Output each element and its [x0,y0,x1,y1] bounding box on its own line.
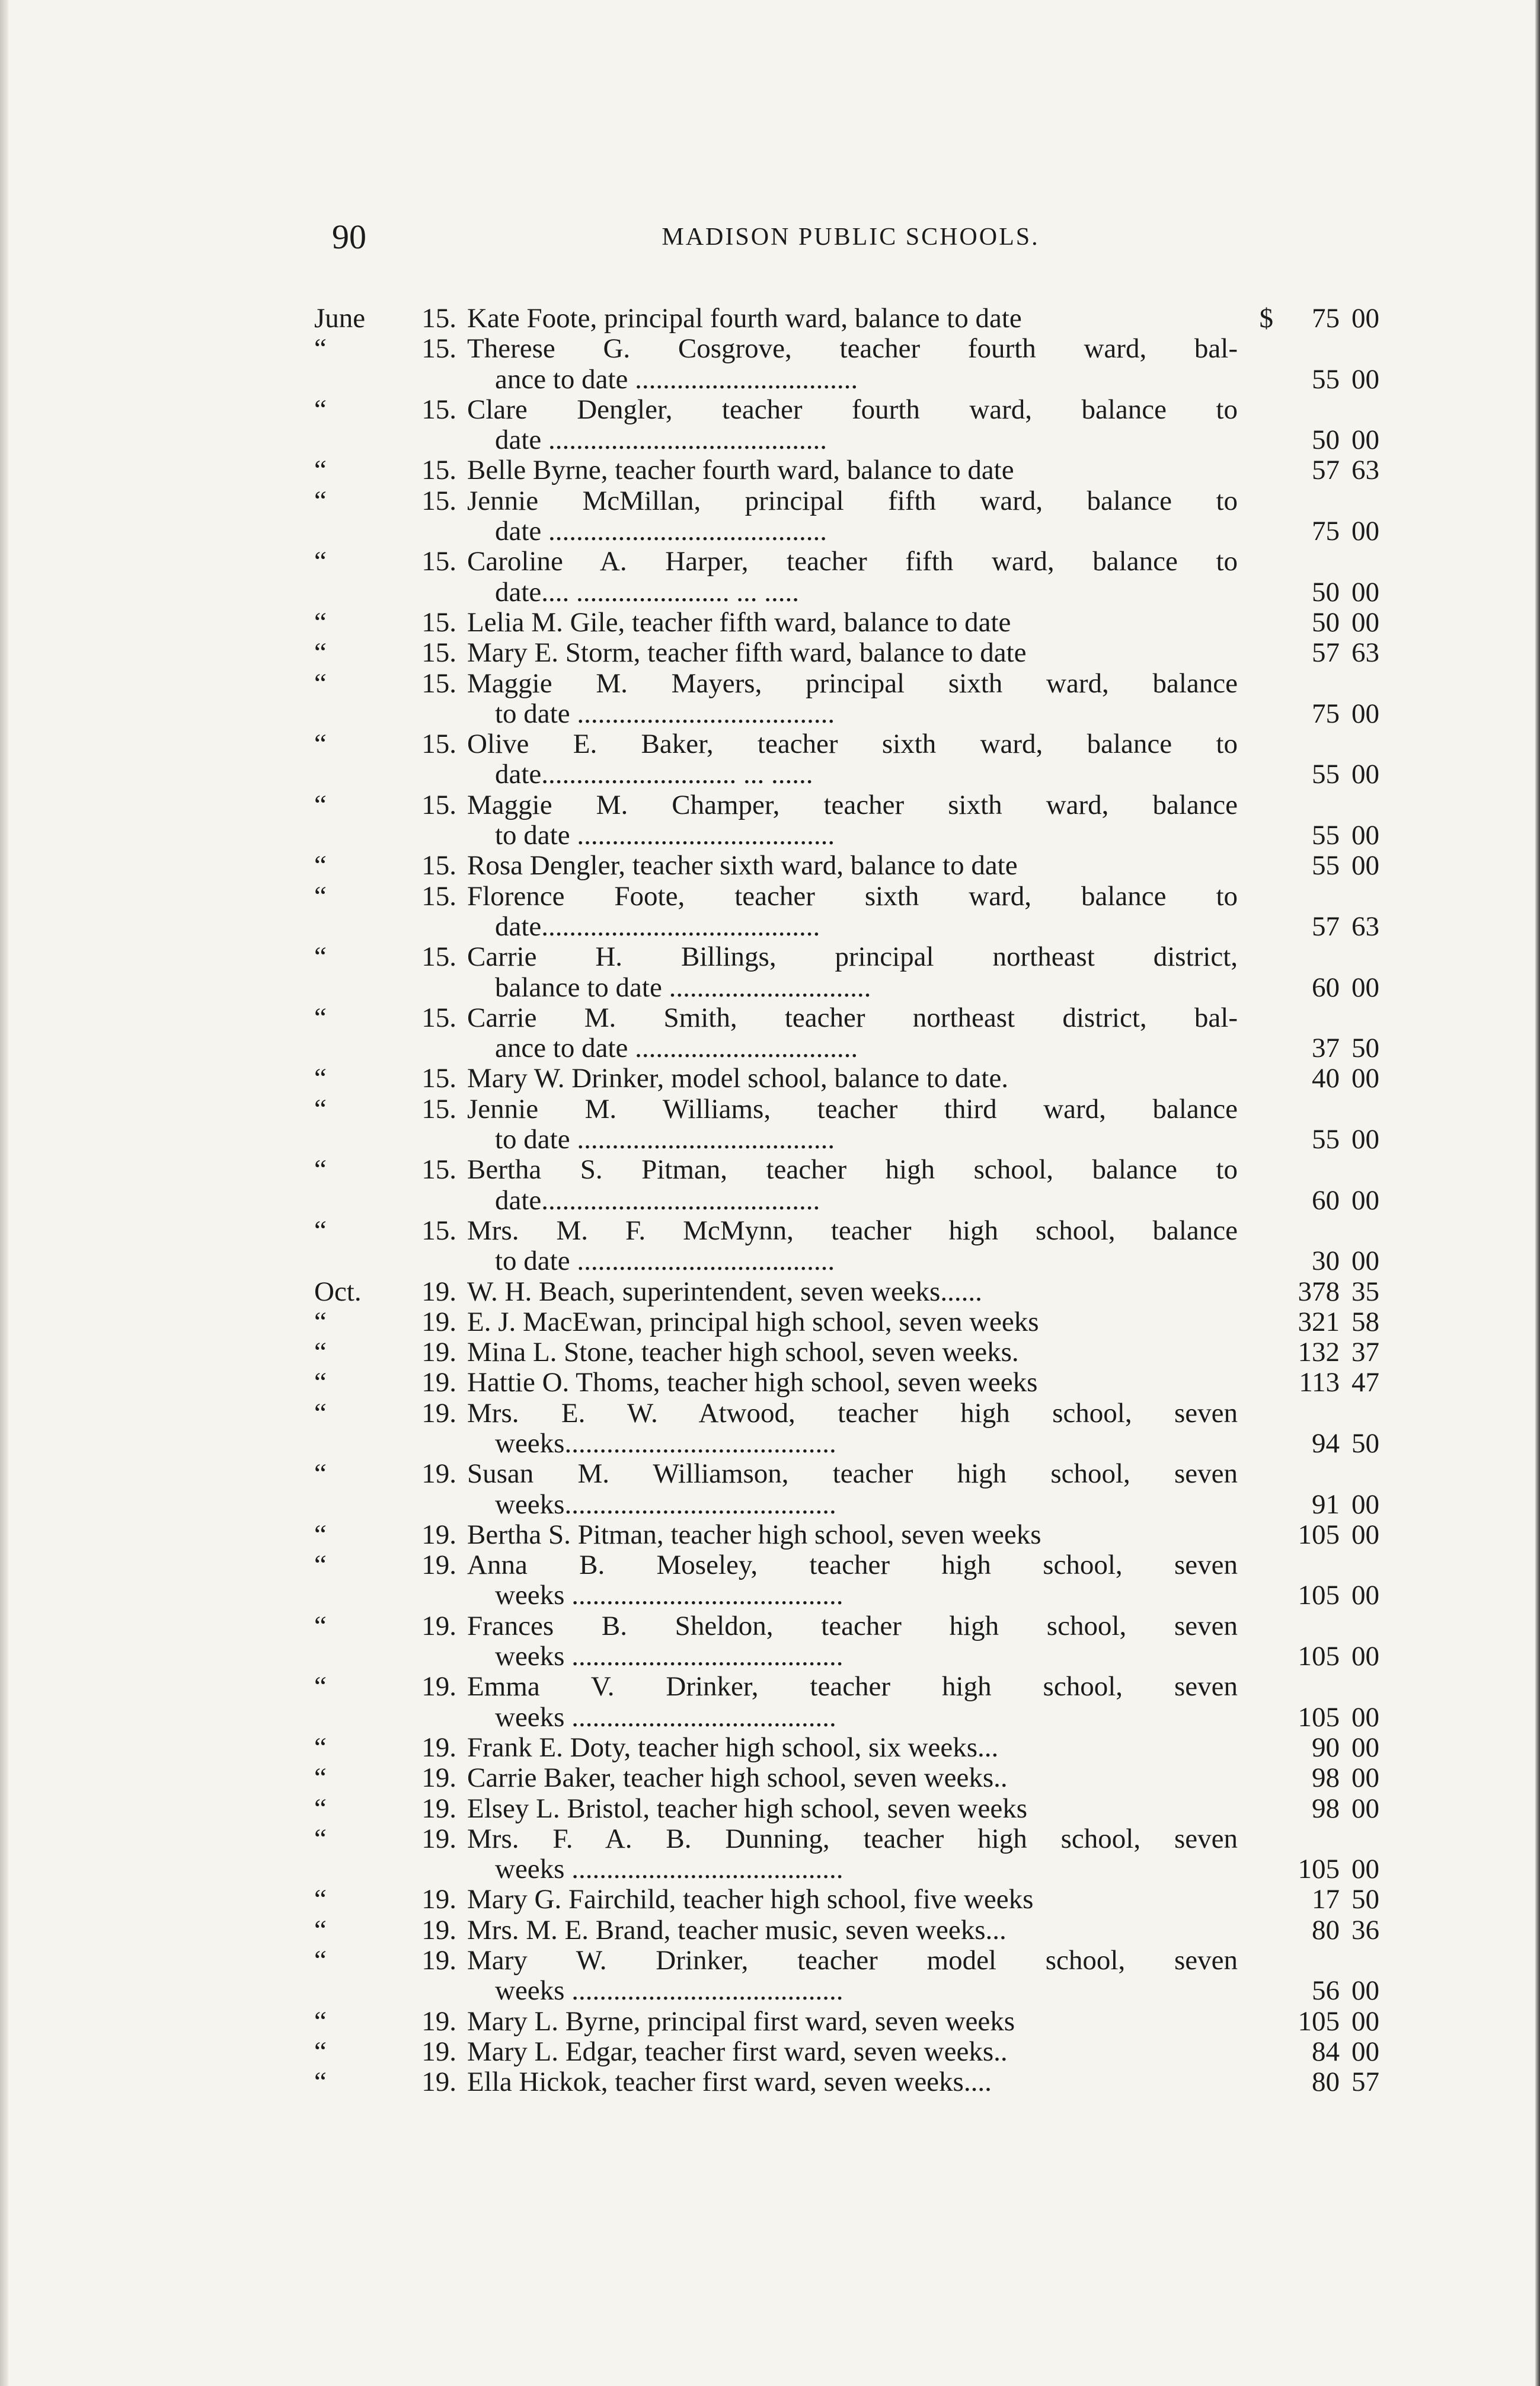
entry-dollars: 90 [1312,1732,1340,1763]
entry-day: 19. [421,1367,456,1398]
entry-day: 15. [421,303,456,334]
entry-month: “ [314,1519,327,1550]
entry-description: ance to date ................................ [495,363,858,395]
entry-dollars: 37 [1312,1033,1340,1064]
entry-cents: 00 [1352,1184,1379,1216]
entry-dollars: 105 [1298,2005,1340,2037]
entry-dollars: 105 [1298,1854,1340,1885]
entry-description: Mrs. M. F. McMynn, teacher high school, balance [467,1215,1238,1246]
entry-cents: 00 [1352,1701,1379,1733]
entry-month: “ [314,1945,327,1976]
entry-description: Olive E. Baker, teacher sixth ward, balance to [467,729,1238,760]
entry-month: “ [314,1793,327,1824]
entry-description: Carrie H. Billings, principal northeast district, [467,941,1238,973]
entry-dollars: 56 [1312,1975,1340,2007]
entry-day: 19. [421,1610,456,1641]
ledger-entry [314,606,1379,638]
entry-day: 15. [421,546,456,577]
ledger-entry [314,1398,1375,1429]
entry-day: 19. [421,2036,456,2067]
entry-month: “ [314,1458,327,1490]
ledger-entry-continuation [314,820,1379,851]
entry-description: Caroline A. Harper, teacher fifth ward, balance to [467,546,1238,577]
ledger-entry [314,669,1375,699]
entry-description: weeks....................................... [495,1489,836,1520]
ledger-entry-continuation [314,1701,1379,1733]
entry-day: 15. [421,1063,456,1094]
entry-cents: 00 [1352,1580,1379,1611]
entry-month: “ [314,2036,327,2067]
ledger-entry-continuation [314,1489,1379,1520]
entry-day: 19. [421,2066,456,2098]
entry-dollars: 84 [1312,2036,1340,2067]
entry-cents: 00 [1352,576,1379,608]
entry-cents: 63 [1352,455,1379,486]
entry-day: 19. [421,1884,456,1915]
entry-dollars: 75 [1312,303,1340,334]
ledger-entry-continuation [314,1580,1379,1611]
ledger [314,303,1379,2098]
entry-day: 15. [421,606,456,638]
entry-day: 15. [421,637,456,669]
entry-dollars: 55 [1312,1124,1340,1155]
ledger-entry-continuation [314,911,1379,942]
entry-dollars: 60 [1312,1184,1340,1216]
entry-month: “ [314,1610,327,1641]
entry-cents: 35 [1352,1276,1379,1307]
ledger-entry [314,1337,1379,1368]
ledger-entry [314,1216,1375,1246]
entry-month: “ [314,789,327,820]
entry-month: “ [314,1154,327,1186]
entry-dollars: 57 [1312,911,1340,942]
entry-dollars: 321 [1298,1306,1340,1337]
entry-cents: 00 [1352,759,1379,790]
ledger-entry [314,729,1375,759]
entry-day: 15. [421,333,456,365]
entry-day: 19. [421,1337,456,1368]
entry-cents: 00 [1352,1732,1379,1763]
entry-description: Ella Hickok, teacher first ward, seven weeks.... [467,2066,992,2098]
entry-month: “ [314,1306,327,1337]
entry-description: Jennie McMillan, principal fifth ward, balance to [467,485,1238,516]
entry-month: “ [314,1397,327,1429]
entry-cents: 50 [1352,1427,1379,1459]
entry-month: “ [314,1093,327,1125]
entry-dollars: 55 [1312,363,1340,395]
entry-description: Elsey L. Bristol, teacher high school, seven weeks [467,1793,1027,1824]
ledger-entry [314,1276,1379,1307]
entry-day: 19. [421,1550,456,1581]
entry-description: ance to date ................................ [495,1033,858,1064]
entry-description: Susan M. Williamson, teacher high school, seven [467,1458,1238,1490]
entry-description: Mary W. Drinker, teacher model school, seven [467,1945,1238,1976]
entry-day: 15. [421,1002,456,1033]
entry-month: “ [314,2005,327,2037]
entry-dollars: 55 [1312,759,1340,790]
entry-month: “ [314,1063,327,1094]
entry-day: 15. [421,667,456,699]
entry-month: “ [314,1732,327,1763]
entry-cents: 00 [1352,1975,1379,2007]
entry-month: “ [314,2066,327,2098]
ledger-entry [314,637,1379,669]
entry-cents: 00 [1352,698,1379,729]
entry-description: Mina L. Stone, teacher high school, seven weeks. [467,1337,1019,1368]
entry-cents: 63 [1352,911,1379,942]
entry-description: W. H. Beach, superintendent, seven weeks...... [467,1276,982,1307]
entry-cents: 00 [1352,1793,1379,1824]
entry-description: Lelia M. Gile, teacher fifth ward, balance to date [467,606,1011,638]
entry-dollars: 105 [1298,1701,1340,1733]
ledger-entry [314,2066,1379,2098]
entry-month: “ [314,941,327,973]
ledger-entry-continuation [314,1245,1379,1277]
entry-cents: 36 [1352,1914,1379,1946]
ledger-entry-continuation [314,1975,1379,2007]
entry-description: Mary G. Fairchild, teacher high school, five weeks [467,1884,1034,1915]
entry-description: Mary L. Byrne, principal first ward, seven weeks [467,2005,1015,2037]
entry-description: Frank E. Doty, teacher high school, six weeks... [467,1732,999,1763]
entry-dollars: 113 [1299,1367,1340,1398]
ledger-entry-continuation [314,972,1379,1003]
entry-cents: 50 [1352,1033,1379,1064]
entry-description: Jennie M. Williams, teacher third ward, balance [467,1093,1238,1125]
ledger-entry [314,1824,1375,1854]
entry-dollars: 105 [1298,1641,1340,1672]
ledger-entry [314,1519,1379,1550]
entry-description: to date ..................................... [495,1124,835,1155]
entry-description: weeks ...................................... [495,1701,836,1733]
entry-day: 19. [421,1793,456,1824]
entry-cents: 00 [1352,820,1379,851]
entry-description: to date ..................................... [495,820,835,851]
ledger-entry [314,1459,1375,1489]
entry-cents: 57 [1352,2066,1379,2098]
ledger-entry-continuation [314,1854,1379,1885]
entry-description: date.... ...................... ... ..... [495,576,800,608]
entry-month: “ [314,880,327,912]
entry-month: “ [314,333,327,365]
entry-month: “ [314,606,327,638]
ledger-entry [314,881,1375,912]
entry-month: “ [314,1002,327,1033]
entry-month: “ [314,394,327,425]
entry-description: Rosa Dengler, teacher sixth ward, balance to date [467,850,1018,881]
entry-month: “ [314,850,327,881]
entry-dollars: 17 [1312,1884,1340,1915]
entry-day: 15. [421,880,456,912]
entry-dollars: 105 [1298,1580,1340,1611]
entry-description: to date ..................................... [495,698,835,729]
entry-dollars: 98 [1312,1793,1340,1824]
ledger-entry [314,2036,1379,2067]
entry-day: 19. [421,1671,456,1703]
entry-description: Maggie M. Champer, teacher sixth ward, balance [467,789,1238,820]
ledger-entry [314,1367,1379,1398]
ledger-entry-continuation [314,363,1379,395]
entry-cents: 00 [1352,363,1379,395]
entry-description: date ........................................ [495,424,827,456]
entry-description: Emma V. Drinker, teacher high school, seven [467,1671,1238,1703]
entry-month: June [314,303,366,334]
ledger-entry [314,1793,1379,1824]
entry-cents: 00 [1352,1762,1379,1794]
ledger-entry [314,334,1375,364]
entry-description: Carrie Baker, teacher high school, seven weeks.. [467,1762,1008,1794]
entry-month: “ [314,729,327,760]
ledger-entry-continuation [314,1427,1379,1459]
entry-month: “ [314,1823,327,1854]
entry-month: “ [314,1914,327,1946]
entry-day: 19. [421,1306,456,1337]
entry-description: date........................................ [495,911,820,942]
entry-day: 15. [421,1154,456,1186]
entry-dollars: 40 [1312,1063,1340,1094]
entry-day: 19. [421,1276,456,1307]
ledger-entry [314,1063,1379,1094]
ledger-entry [314,395,1375,425]
ledger-entry-continuation [314,1641,1379,1672]
ledger-entry [314,455,1379,486]
entry-month: “ [314,455,327,486]
ledger-entry [314,2005,1379,2037]
ledger-entry [314,1762,1379,1794]
entry-description: balance to date ............................. [495,972,871,1003]
entry-description: Frances B. Sheldon, teacher high school, seven [467,1610,1238,1641]
entry-dollars: 50 [1312,606,1340,638]
entry-day: 19. [421,1945,456,1976]
entry-dollars: 91 [1312,1489,1340,1520]
entry-day: 19. [421,1519,456,1550]
entry-cents: 37 [1352,1337,1379,1368]
entry-day: 15. [421,455,456,486]
dollar-sign: $ [1259,303,1273,334]
entry-month: “ [314,1671,327,1703]
entry-description: date ........................................ [495,516,827,547]
entry-description: Belle Byrne, teacher fourth ward, balance to date [467,455,1014,486]
entry-day: 15. [421,394,456,425]
ledger-entry-continuation [314,516,1379,547]
entry-description: Mrs. F. A. B. Dunning, teacher high school, seven [467,1823,1238,1854]
ledger-entry [314,790,1375,820]
entry-month: “ [314,667,327,699]
ledger-entry-continuation [314,576,1379,608]
entry-month: “ [314,1367,327,1398]
entry-day: 15. [421,789,456,820]
entry-cents: 00 [1352,1489,1379,1520]
ledger-entry [314,1611,1375,1641]
ledger-entry [314,1884,1379,1915]
ledger-entry [314,1094,1375,1125]
entry-dollars: 50 [1312,424,1340,456]
entry-day: 19. [421,1762,456,1794]
entry-day: 15. [421,485,456,516]
ledger-entry [314,1306,1379,1337]
entry-day: 19. [421,2005,456,2037]
entry-description: Hattie O. Thoms, teacher high school, seven weeks [467,1367,1038,1398]
entry-month: Oct. [314,1276,362,1307]
entry-description: Mary L. Edgar, teacher first ward, seven weeks.. [467,2036,1008,2067]
ledger-entry-continuation [314,424,1379,456]
entry-cents: 50 [1352,1884,1379,1915]
entry-cents: 00 [1352,1063,1379,1094]
entry-month: “ [314,1550,327,1581]
ledger-entry [314,486,1375,516]
ledger-entry-continuation [314,1124,1379,1155]
entry-description: Carrie M. Smith, teacher northeast district, bal- [467,1002,1238,1033]
entry-description: Anna B. Moseley, teacher high school, seven [467,1550,1238,1581]
entry-description: date........................................ [495,1184,820,1216]
entry-dollars: 75 [1312,698,1340,729]
entry-description: Mary E. Storm, teacher fifth ward, balance to date [467,637,1027,669]
entry-dollars: 57 [1312,455,1340,486]
entry-description: Bertha S. Pitman, teacher high school, balance to [467,1154,1238,1186]
entry-cents: 00 [1352,850,1379,881]
entry-month: “ [314,637,327,669]
entry-cents: 00 [1352,2005,1379,2037]
ledger-entry [314,1550,1375,1580]
entry-cents: 00 [1352,424,1379,456]
ledger-entry [314,1003,1375,1033]
entry-dollars: 378 [1298,1276,1340,1307]
entry-cents: 00 [1352,1519,1379,1550]
entry-day: 15. [421,1215,456,1246]
page-edge-left [0,0,8,2386]
entry-dollars: 94 [1312,1427,1340,1459]
entry-description: Bertha S. Pitman, teacher high school, seven weeks [467,1519,1041,1550]
entry-dollars: 60 [1312,972,1340,1003]
entry-description: Clare Dengler, teacher fourth ward, balance to [467,394,1238,425]
entry-month: “ [314,1762,327,1794]
entry-description: Mary W. Drinker, model school, balance to date. [467,1063,1009,1094]
entry-cents: 00 [1352,972,1379,1003]
entry-month: “ [314,546,327,577]
entry-description: Mrs. E. W. Atwood, teacher high school, seven [467,1397,1238,1429]
entry-cents: 00 [1352,1245,1379,1277]
entry-description: date............................ ... ...... [495,759,813,790]
entry-cents: 00 [1352,303,1379,334]
entry-month: “ [314,1337,327,1368]
ledger-entry [314,1155,1375,1185]
entry-dollars: 57 [1312,637,1340,669]
ledger-entry-continuation [314,759,1379,790]
entry-dollars: 55 [1312,820,1340,851]
entry-dollars: 132 [1298,1337,1340,1368]
ledger-entry [314,1672,1375,1702]
entry-dollars: 75 [1312,516,1340,547]
entry-cents: 47 [1352,1367,1379,1398]
entry-description: to date ..................................... [495,1245,835,1277]
entry-description: weeks ....................................... [495,1975,844,2007]
entry-day: 15. [421,1093,456,1125]
entry-description: weeks ....................................... [495,1641,844,1672]
ledger-entry [314,1914,1379,1946]
entry-cents: 00 [1352,1641,1379,1672]
entry-cents: 00 [1352,1854,1379,1885]
entry-day: 19. [421,1732,456,1763]
entry-cents: 00 [1352,2036,1379,2067]
ledger-entry [314,547,1375,577]
entry-cents: 63 [1352,637,1379,669]
entry-description: Mrs. M. E. Brand, teacher music, seven weeks... [467,1914,1007,1946]
entry-dollars: 50 [1312,576,1340,608]
entry-dollars: 80 [1312,1914,1340,1946]
entry-day: 15. [421,941,456,973]
entry-description: weeks ....................................... [495,1854,844,1885]
ledger-entry [314,303,1379,334]
entry-description: Therese G. Cosgrove, teacher fourth ward, bal- [467,333,1238,365]
entry-day: 19. [421,1823,456,1854]
entry-description: weeks ....................................... [495,1580,844,1611]
entry-description: Maggie M. Mayers, principal sixth ward, balance [467,667,1238,699]
entry-day: 19. [421,1397,456,1429]
entry-dollars: 80 [1312,2066,1340,2098]
page-number: 90 [332,218,366,256]
entry-dollars: 30 [1312,1245,1340,1277]
entry-day: 15. [421,729,456,760]
entry-month: “ [314,1215,327,1246]
entry-description: E. J. MacEwan, principal high school, seven weeks [467,1306,1039,1337]
entry-cents: 00 [1352,606,1379,638]
running-head: MADISON PUBLIC SCHOOLS. [662,223,1040,251]
ledger-entry [314,1732,1379,1763]
entry-description: Florence Foote, teacher sixth ward, balance to [467,880,1238,912]
entry-dollars: 55 [1312,850,1340,881]
ledger-entry [314,850,1379,881]
entry-dollars: 98 [1312,1762,1340,1794]
entry-month: “ [314,1884,327,1915]
entry-day: 15. [421,850,456,881]
entry-description: weeks....................................... [495,1427,836,1459]
entry-cents: 00 [1352,1124,1379,1155]
ledger-entry-continuation [314,1184,1379,1216]
page-edge-right [1535,0,1540,2386]
ledger-entry [314,942,1375,972]
page-header [332,213,1369,261]
ledger-entry-continuation [314,1033,1379,1064]
entry-day: 19. [421,1914,456,1946]
entry-cents: 58 [1352,1306,1379,1337]
entry-description: Kate Foote, principal fourth ward, balance to date [467,303,1022,334]
ledger-entry-continuation [314,698,1379,729]
entry-month: “ [314,485,327,516]
ledger-entry [314,1946,1375,1976]
entry-dollars: 105 [1298,1519,1340,1550]
entry-day: 19. [421,1458,456,1490]
entry-cents: 00 [1352,516,1379,547]
